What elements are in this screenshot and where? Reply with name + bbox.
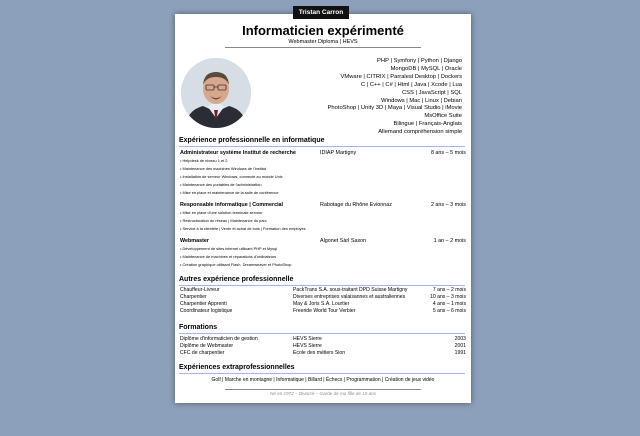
- list-item: • Service à la clientèle | Vente et achat de bois | Formation des employés: [180, 225, 430, 233]
- job-bullets: [180, 157, 430, 197]
- job-duration: 2 ans – 3 mois: [430, 202, 466, 208]
- list-item: • Développement de sites internet utilisant PHP et Mysql: [180, 245, 430, 253]
- role-cell: Coordinateur logistique: [180, 308, 233, 315]
- skill-line: Bilingue | Français-Anglais: [393, 121, 462, 128]
- school-cell: HEVS Sierre: [293, 343, 322, 350]
- section-divider: [179, 146, 465, 147]
- footer-note: Né en 1972 – Divorcé – Garde de ma fille de 15 ans: [270, 391, 376, 396]
- title-divider: [225, 47, 421, 48]
- section-title-other-experience: Autres expérience professionnelle: [179, 276, 294, 283]
- section-title-education: Formations: [179, 324, 218, 331]
- portrait-photo: [181, 58, 251, 128]
- other-jobs-table: [180, 287, 466, 315]
- skill-line: Windows | Mac | Linux | Debian: [381, 97, 462, 104]
- footer-divider: [225, 389, 421, 390]
- job-title: Responsable informatique | Commercial: [180, 202, 284, 208]
- education-table: [180, 336, 466, 357]
- section-divider: [179, 285, 465, 286]
- section-divider: [179, 333, 465, 334]
- table-row: [180, 308, 466, 315]
- job-organization: IDIAP Martigny: [320, 150, 357, 156]
- table-row: [180, 343, 466, 350]
- table-row: [180, 350, 466, 357]
- organization-cell: PackTrans S.A. sous-traitant DPD Suisse Martigny: [293, 287, 408, 293]
- skill-line: PhotoShop | Unity 3D | Maya | Visual Studio | iMovie: [327, 105, 462, 112]
- table-row: [180, 287, 466, 294]
- name-tag: Tristan Carron: [293, 6, 349, 19]
- job-bullets: [180, 209, 430, 233]
- duration-cell: 7 ans – 2 mois: [432, 287, 466, 293]
- page-subtitle: Webmaster Diploma | HEVS: [288, 39, 358, 45]
- skill-line: Allemand compréhension simple: [378, 129, 462, 136]
- role-cell: Charpentier Apprenti: [180, 301, 227, 308]
- school-cell: Ecole des métiers Sion: [293, 350, 346, 357]
- school-cell: HEVS Sierre: [293, 336, 322, 342]
- job-duration: 8 ans – 5 mois: [430, 150, 466, 156]
- list-item: • Création graphique utilisant Flash, Dreamweaver et PhotoShop: [180, 261, 430, 269]
- list-item: • Maintenance des machines Windows de l'institut: [180, 165, 430, 173]
- section-title-it-experience: Expérience professionnelle en informatique: [179, 137, 325, 144]
- page-title: Informaticien expérimenté: [242, 23, 404, 38]
- skill-line: MsOffice Suite: [424, 113, 462, 120]
- list-item: • Helpdesk de niveau 1 et 2: [180, 157, 430, 165]
- diploma-cell: CFC de charpentier: [180, 350, 225, 357]
- role-cell: Charpentier: [180, 294, 207, 301]
- list-item: • Maintenance de machines et réparations d'ordinateurs: [180, 253, 430, 261]
- list-item: • Installation de serveur Windows, connecté au monde Unix: [180, 173, 430, 181]
- job-organization: Algonet Sàrl Saxon: [320, 238, 367, 244]
- section-title-extra: Expériences extraprofessionnelles: [179, 364, 295, 371]
- year-cell: 1991: [454, 350, 466, 357]
- table-row: [180, 294, 466, 301]
- skills-list: [262, 58, 462, 137]
- job-bullets: [180, 245, 430, 269]
- list-item: • Mise en place d'une solution terminale serveur: [180, 209, 430, 217]
- table-row: [180, 336, 466, 343]
- job-title: Webmaster: [180, 238, 209, 244]
- diploma-cell: Diplôme d'informaticien de gestion: [180, 336, 258, 342]
- skill-line: C | C++ | C# | Html | Java | Xcode | Lua: [360, 81, 462, 88]
- job-organization: Rabotage du Rhône Evionnaz: [320, 202, 392, 208]
- skill-line: MongoDB | MySQL | Oracle: [390, 65, 462, 72]
- duration-cell: 4 ans – 1 mois: [432, 301, 466, 308]
- organization-cell: May & Joris S.A. Lourtier: [293, 301, 350, 308]
- skill-line: VMware | CITRIX | Parralesl Desktop | Dockers: [340, 73, 462, 80]
- list-item: • Maintenance des portables de l'administration: [180, 181, 430, 189]
- section-divider: [179, 373, 465, 374]
- skill-line: PHP | Symfony | Python | Django: [377, 58, 462, 64]
- resume-page: [175, 14, 471, 403]
- role-cell: Chauffeur-Livreur: [180, 287, 220, 293]
- job-duration: 1 an – 2 mois: [433, 238, 466, 244]
- duration-cell: 10 ans – 3 mois: [430, 294, 466, 301]
- organization-cell: Freeride World Tour Verbier: [293, 308, 356, 315]
- list-item: • Restructuration du réseau | Maintenance du parc: [180, 217, 430, 225]
- year-cell: 2003: [454, 336, 466, 342]
- portrait-illustration: [181, 58, 251, 128]
- year-cell: 2001: [454, 343, 466, 350]
- list-item: • Mise en place et maintenance de la salle de conférence: [180, 189, 430, 197]
- diploma-cell: Diplôme de Webmaster: [180, 343, 234, 350]
- table-row: [180, 301, 466, 308]
- job-title: Administrateur système Institut de recherche: [180, 150, 296, 156]
- organization-cell: Diverses entreprises valaisannes et australiennes: [293, 294, 406, 301]
- skill-line: CSS | JavaScript | SQL: [401, 89, 462, 96]
- hobbies-line: Golf | Marche en montagne | Informatique | Billard | Échecs | Programmation | Création de jeux vidéo: [211, 377, 435, 383]
- duration-cell: 5 ans – 6 mois: [432, 308, 466, 315]
